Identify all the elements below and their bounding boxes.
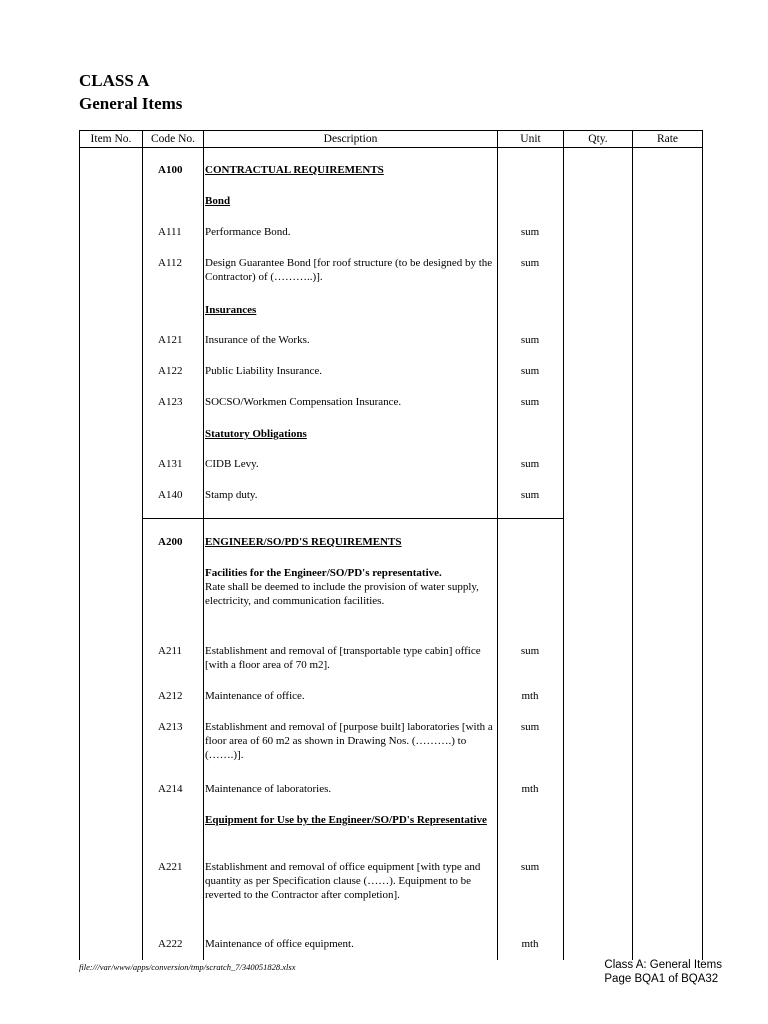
code-a212: A212 xyxy=(158,690,183,702)
header-rate: Rate xyxy=(656,133,679,145)
file-path: file:///var/www/apps/conversion/tmp/scratch_7/340051828.xlsx xyxy=(79,962,296,972)
col-border-item xyxy=(142,130,143,960)
col-border-left xyxy=(79,130,80,960)
code-a123: A123 xyxy=(158,396,183,408)
unit-a222: mth xyxy=(521,938,539,950)
subheading-facilities: Facilities for the Engineer/SO/PD's representative. xyxy=(205,567,442,579)
col-border-unit xyxy=(563,130,564,960)
desc-a221: Establishment and removal of office equipment [with type and quantity as per Specification clause (……). Equipment to be reverted to the Contractor after completion]. xyxy=(205,861,481,901)
section-heading-a200: ENGINEER/SO/PD'S REQUIREMENTS xyxy=(205,536,402,548)
code-a100: A100 xyxy=(158,164,183,176)
desc-a222: Maintenance of office equipment. xyxy=(205,938,354,950)
code-a111: A111 xyxy=(158,226,182,238)
desc-a123: SOCSO/Workmen Compensation Insurance. xyxy=(205,396,402,408)
col-border-code xyxy=(203,130,204,960)
unit-a211: sum xyxy=(520,645,540,657)
subheading-bond: Bond xyxy=(205,195,231,207)
subheading-insurances: Insurances xyxy=(205,304,257,316)
footer-page-label: Page BQA1 of BQA32 xyxy=(604,973,719,985)
footer-class-label: Class A: General Items xyxy=(604,959,722,971)
unit-a140: sum xyxy=(520,489,540,501)
desc-a122: Public Liability Insurance. xyxy=(205,365,322,377)
desc-a212: Maintenance of office. xyxy=(205,690,305,702)
section-heading-a100: CONTRACTUAL REQUIREMENTS xyxy=(205,164,384,176)
code-a213: A213 xyxy=(158,721,183,733)
unit-a111: sum xyxy=(520,226,540,238)
code-a200: A200 xyxy=(158,536,183,548)
col-border-right xyxy=(702,130,703,960)
section-subtitle: General Items xyxy=(79,94,183,113)
code-a121: A121 xyxy=(158,334,183,346)
header-qty: Qty. xyxy=(588,133,608,145)
code-a211: A211 xyxy=(158,645,183,657)
subheading-statutory: Statutory Obligations xyxy=(205,428,307,440)
desc-a213: Establishment and removal of [purpose built] laboratories [with a floor area of 60 m2 as shown in Drawing Nos. (……….) to (…….)]. xyxy=(205,721,493,761)
class-title: CLASS A xyxy=(79,71,150,90)
desc-a211: Establishment and removal of [transportable type cabin] office [with a floor area of 70 m2]. xyxy=(205,645,481,671)
header-item-no: Item No. xyxy=(90,133,132,145)
desc-a112: Design Guarantee Bond [for roof structure (to be designed by the Contractor) of (………..)]. xyxy=(205,257,493,283)
header-description: Description xyxy=(323,133,378,145)
col-border-qty xyxy=(632,130,633,960)
code-a131: A131 xyxy=(158,458,183,470)
subheading-equipment: Equipment for Use by the Engineer/SO/PD's Representative xyxy=(205,814,487,826)
desc-a131: CIDB Levy. xyxy=(205,458,259,470)
unit-a123: sum xyxy=(520,396,540,408)
unit-a214: mth xyxy=(521,783,539,795)
code-a122: A122 xyxy=(158,365,183,377)
code-a222: A222 xyxy=(158,938,183,950)
header-code-no: Code No. xyxy=(150,133,196,145)
desc-a111: Performance Bond. xyxy=(205,226,291,238)
desc-a214: Maintenance of laboratories. xyxy=(205,783,332,795)
unit-a112: sum xyxy=(520,257,540,269)
unit-a131: sum xyxy=(520,458,540,470)
header-unit: Unit xyxy=(520,133,541,145)
code-a214: A214 xyxy=(158,783,183,795)
page-footer xyxy=(604,958,722,986)
desc-a121: Insurance of the Works. xyxy=(205,334,310,346)
code-a112: A112 xyxy=(158,257,183,269)
desc-a140: Stamp duty. xyxy=(205,489,258,501)
section-divider xyxy=(142,518,563,519)
unit-a213: sum xyxy=(520,721,540,733)
facilities-note: Rate shall be deemed to include the provision of water supply, electricity, and communication facilities. xyxy=(205,581,479,607)
unit-a121: sum xyxy=(520,334,540,346)
col-border-desc xyxy=(497,130,498,960)
unit-a212: mth xyxy=(521,690,539,702)
unit-a122: sum xyxy=(520,365,540,377)
code-a140: A140 xyxy=(158,489,183,501)
unit-a221: sum xyxy=(520,861,540,873)
code-a221: A221 xyxy=(158,861,183,873)
